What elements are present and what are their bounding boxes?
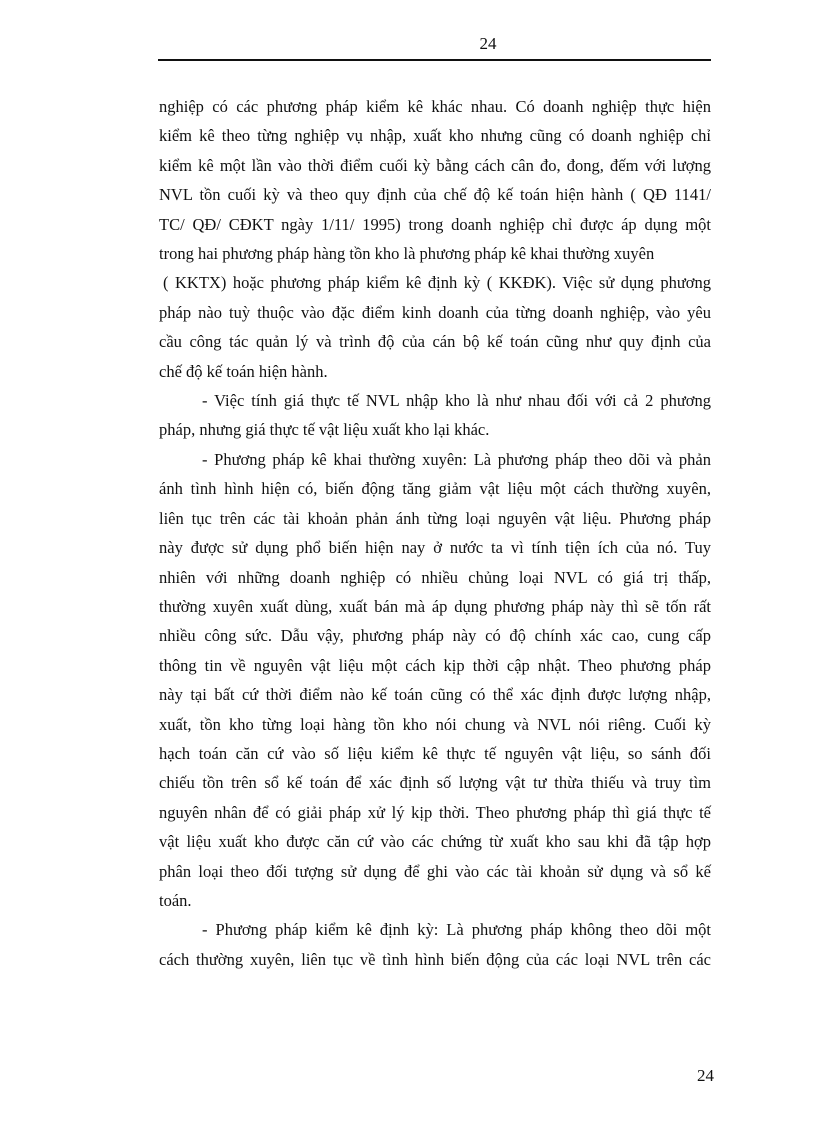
text-line: NVL tồn cuối kỳ và theo quy định của chế độ kế toán hiện hành ( QĐ 1141/ [159, 185, 711, 205]
text-line: kiểm kê một lần vào thời điểm cuối kỳ bằng cách cân đo, đong, đếm với lượng [159, 155, 711, 175]
text-line: xuất, tồn kho từng loại hàng tồn kho nói chung và NVL nói riêng. Cuối kỳ [159, 714, 711, 734]
text-line: toán. [159, 890, 192, 910]
text-line: chiếu tồn trên sổ kế toán để xác định số lượng vật tư thừa thiếu và truy tìm [159, 773, 711, 793]
text-line: này tại bất cứ thời điểm nào kế toán cũng có thể xác định được lượng nhập, [159, 685, 711, 705]
text-line: pháp nào tuỳ thuộc vào đặc điểm kinh doanh của từng doanh nghiệp, vào yêu [159, 302, 711, 322]
text-line: ánh tình hình hiện có, biến động tăng giảm vật liệu một cách thường xuyên, [159, 479, 711, 499]
text-line: này được sử dụng phổ biến hiện nay ở nước ta vì tính tiện ích của nó. Tuy [159, 538, 711, 558]
text-line: - Việc tính giá thực tế NVL nhập kho là như nhau đối với cả 2 phương [202, 391, 711, 411]
text-line: cầu công tác quản lý và trình độ của cán bộ kế toán cũng như quy định của [159, 332, 711, 352]
text-line: thông tin về nguyên vật liệu một cách kịp thời cập nhật. Theo phương pháp [159, 655, 711, 675]
footer-page-number: 24 [697, 1066, 714, 1085]
text-line: nguyên nhân để có giải pháp xử lý kịp thời. Theo phương pháp thì giá thực tế [159, 802, 711, 822]
text-line: liên tục trên các tài khoản phản ánh từng loại nguyên vật liệu. Phương pháp [159, 508, 711, 528]
text-line: cách thường xuyên, liên tục về tình hình biến động của các loại NVL trên các [159, 949, 711, 969]
text-line: nhiên với những doanh nghiệp có nhiều chủng loại NVL có giá trị thấp, [159, 567, 711, 587]
text-line: thường xuyên xuất dùng, xuất bán mà áp dụng phương pháp này thì sẽ tốn rất [159, 596, 711, 616]
document-body [159, 92, 711, 974]
text-line: trong hai phương pháp hàng tồn kho là phương pháp kê khai thường xuyên [159, 244, 655, 264]
text-line: hạch toán căn cứ vào số liệu kiểm kê thực tế nguyên vật liệu, so sánh đối [159, 743, 711, 763]
text-line: ( KKTX) hoặc phương pháp kiểm kê định kỳ ( KKĐK). Việc sử dụng phương [163, 273, 711, 293]
text-line: TC/ QĐ/ CĐKT ngày 1/11/ 1995) trong doanh nghiệp chỉ được áp dụng một [159, 214, 711, 234]
text-line: kiểm kê theo từng nghiệp vụ nhập, xuất kho nhưng cũng có doanh nghiệp chỉ [159, 126, 711, 146]
text-line: - Phương pháp kiểm kê định kỳ: Là phương pháp không theo dõi một [202, 920, 711, 940]
header-divider [158, 59, 711, 61]
text-line: chế độ kế toán hiện hành. [159, 361, 328, 381]
text-line: vật liệu xuất kho được căn cứ vào các chứng từ xuất kho sau khi đã tập hợp [159, 832, 711, 852]
text-line: phân loại theo đối tượng sử dụng để ghi vào các tài khoản sử dụng và sổ kế [159, 861, 711, 881]
text-line: nghiệp có các phương pháp kiểm kê khác nhau. Có doanh nghiệp thực hiện [159, 97, 711, 116]
text-line: pháp, nhưng giá thực tế vật liệu xuất kho lại khác. [159, 420, 490, 440]
header-page-number: 24 [479, 34, 497, 53]
text-line: nhiều công sức. Dẫu vậy, phương pháp này có độ chính xác cao, cung cấp [159, 626, 711, 646]
text-line: - Phương pháp kê khai thường xuyên: Là phương pháp theo dõi và phản [202, 449, 711, 469]
